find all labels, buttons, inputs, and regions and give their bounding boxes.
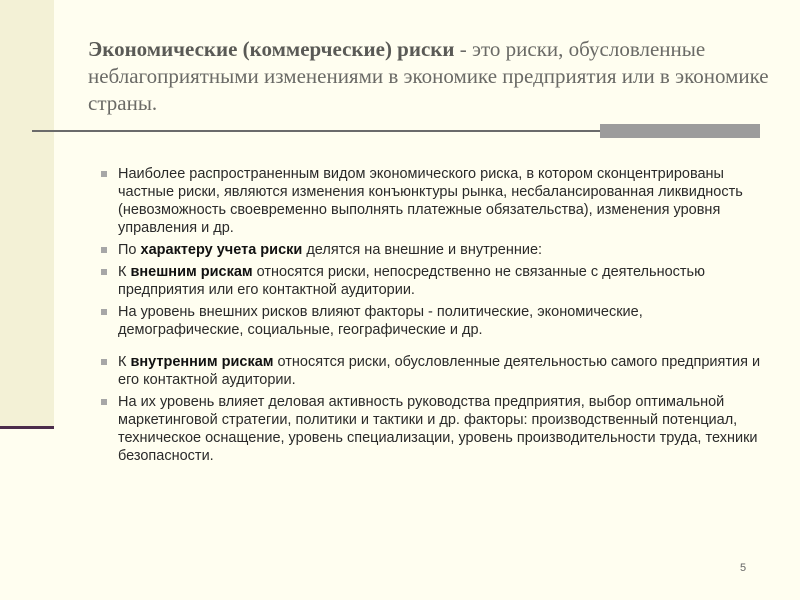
bullet-list <box>118 165 768 469</box>
bullet-emphasis: внешним рискам <box>130 264 253 280</box>
bullet-emphasis: характеру учета риски <box>140 242 303 258</box>
list-item <box>118 353 768 389</box>
title-definition: - это риски, обусловленные неблагоприятными изменениями в экономике предприятия или в экономике страны. <box>88 37 769 115</box>
page-number: 5 <box>740 562 747 574</box>
bullet-text: На их уровень влияет деловая активность руководства предприятия, выбор оптимальной маркетинговой стратегии, политики и тактики и др. факторы: производственный потенциал, техническое оснащение, уровень специализации, уровень производительности труда, техники безопасности. <box>118 394 758 464</box>
title-divider <box>32 130 600 132</box>
bullet-text: На уровень внешних рисков влияют факторы - политические, экономические, демографические, социальные, географические и др. <box>118 304 643 338</box>
slide-title <box>88 36 778 117</box>
bullet-text: Наиболее распространенным видом экономического риска, в котором сконцентрированы частные риски, являются изменения конъюнктуры рынка, несбалансированная ликвидность (невозможность своевременно выполнять платежные обязательства), изменения уровня управления и др. <box>118 166 743 236</box>
list-item <box>118 393 768 465</box>
title-divider-accent <box>600 124 760 138</box>
bullet-text: К <box>118 264 131 280</box>
bullet-text: относятся риски, непосредственно не связанные с деятельностью предприятия или его контактной аудитории. <box>118 264 705 298</box>
bullet-emphasis: внутренним рискам <box>130 354 274 370</box>
side-decoration-band <box>0 0 54 428</box>
list-item <box>118 303 768 339</box>
bullet-text: По <box>118 242 141 258</box>
side-decoration-rule <box>0 426 54 429</box>
list-item <box>118 241 768 259</box>
title-term: Экономические (коммерческие) риски <box>88 37 455 61</box>
list-item <box>118 165 768 237</box>
bullet-text: делятся на внешние и внутренние: <box>302 242 543 258</box>
bullet-text: К <box>118 354 131 370</box>
list-item <box>118 263 768 299</box>
bullet-text: относятся риски, обусловленные деятельностью самого предприятия и его контактной аудитории. <box>118 354 761 388</box>
